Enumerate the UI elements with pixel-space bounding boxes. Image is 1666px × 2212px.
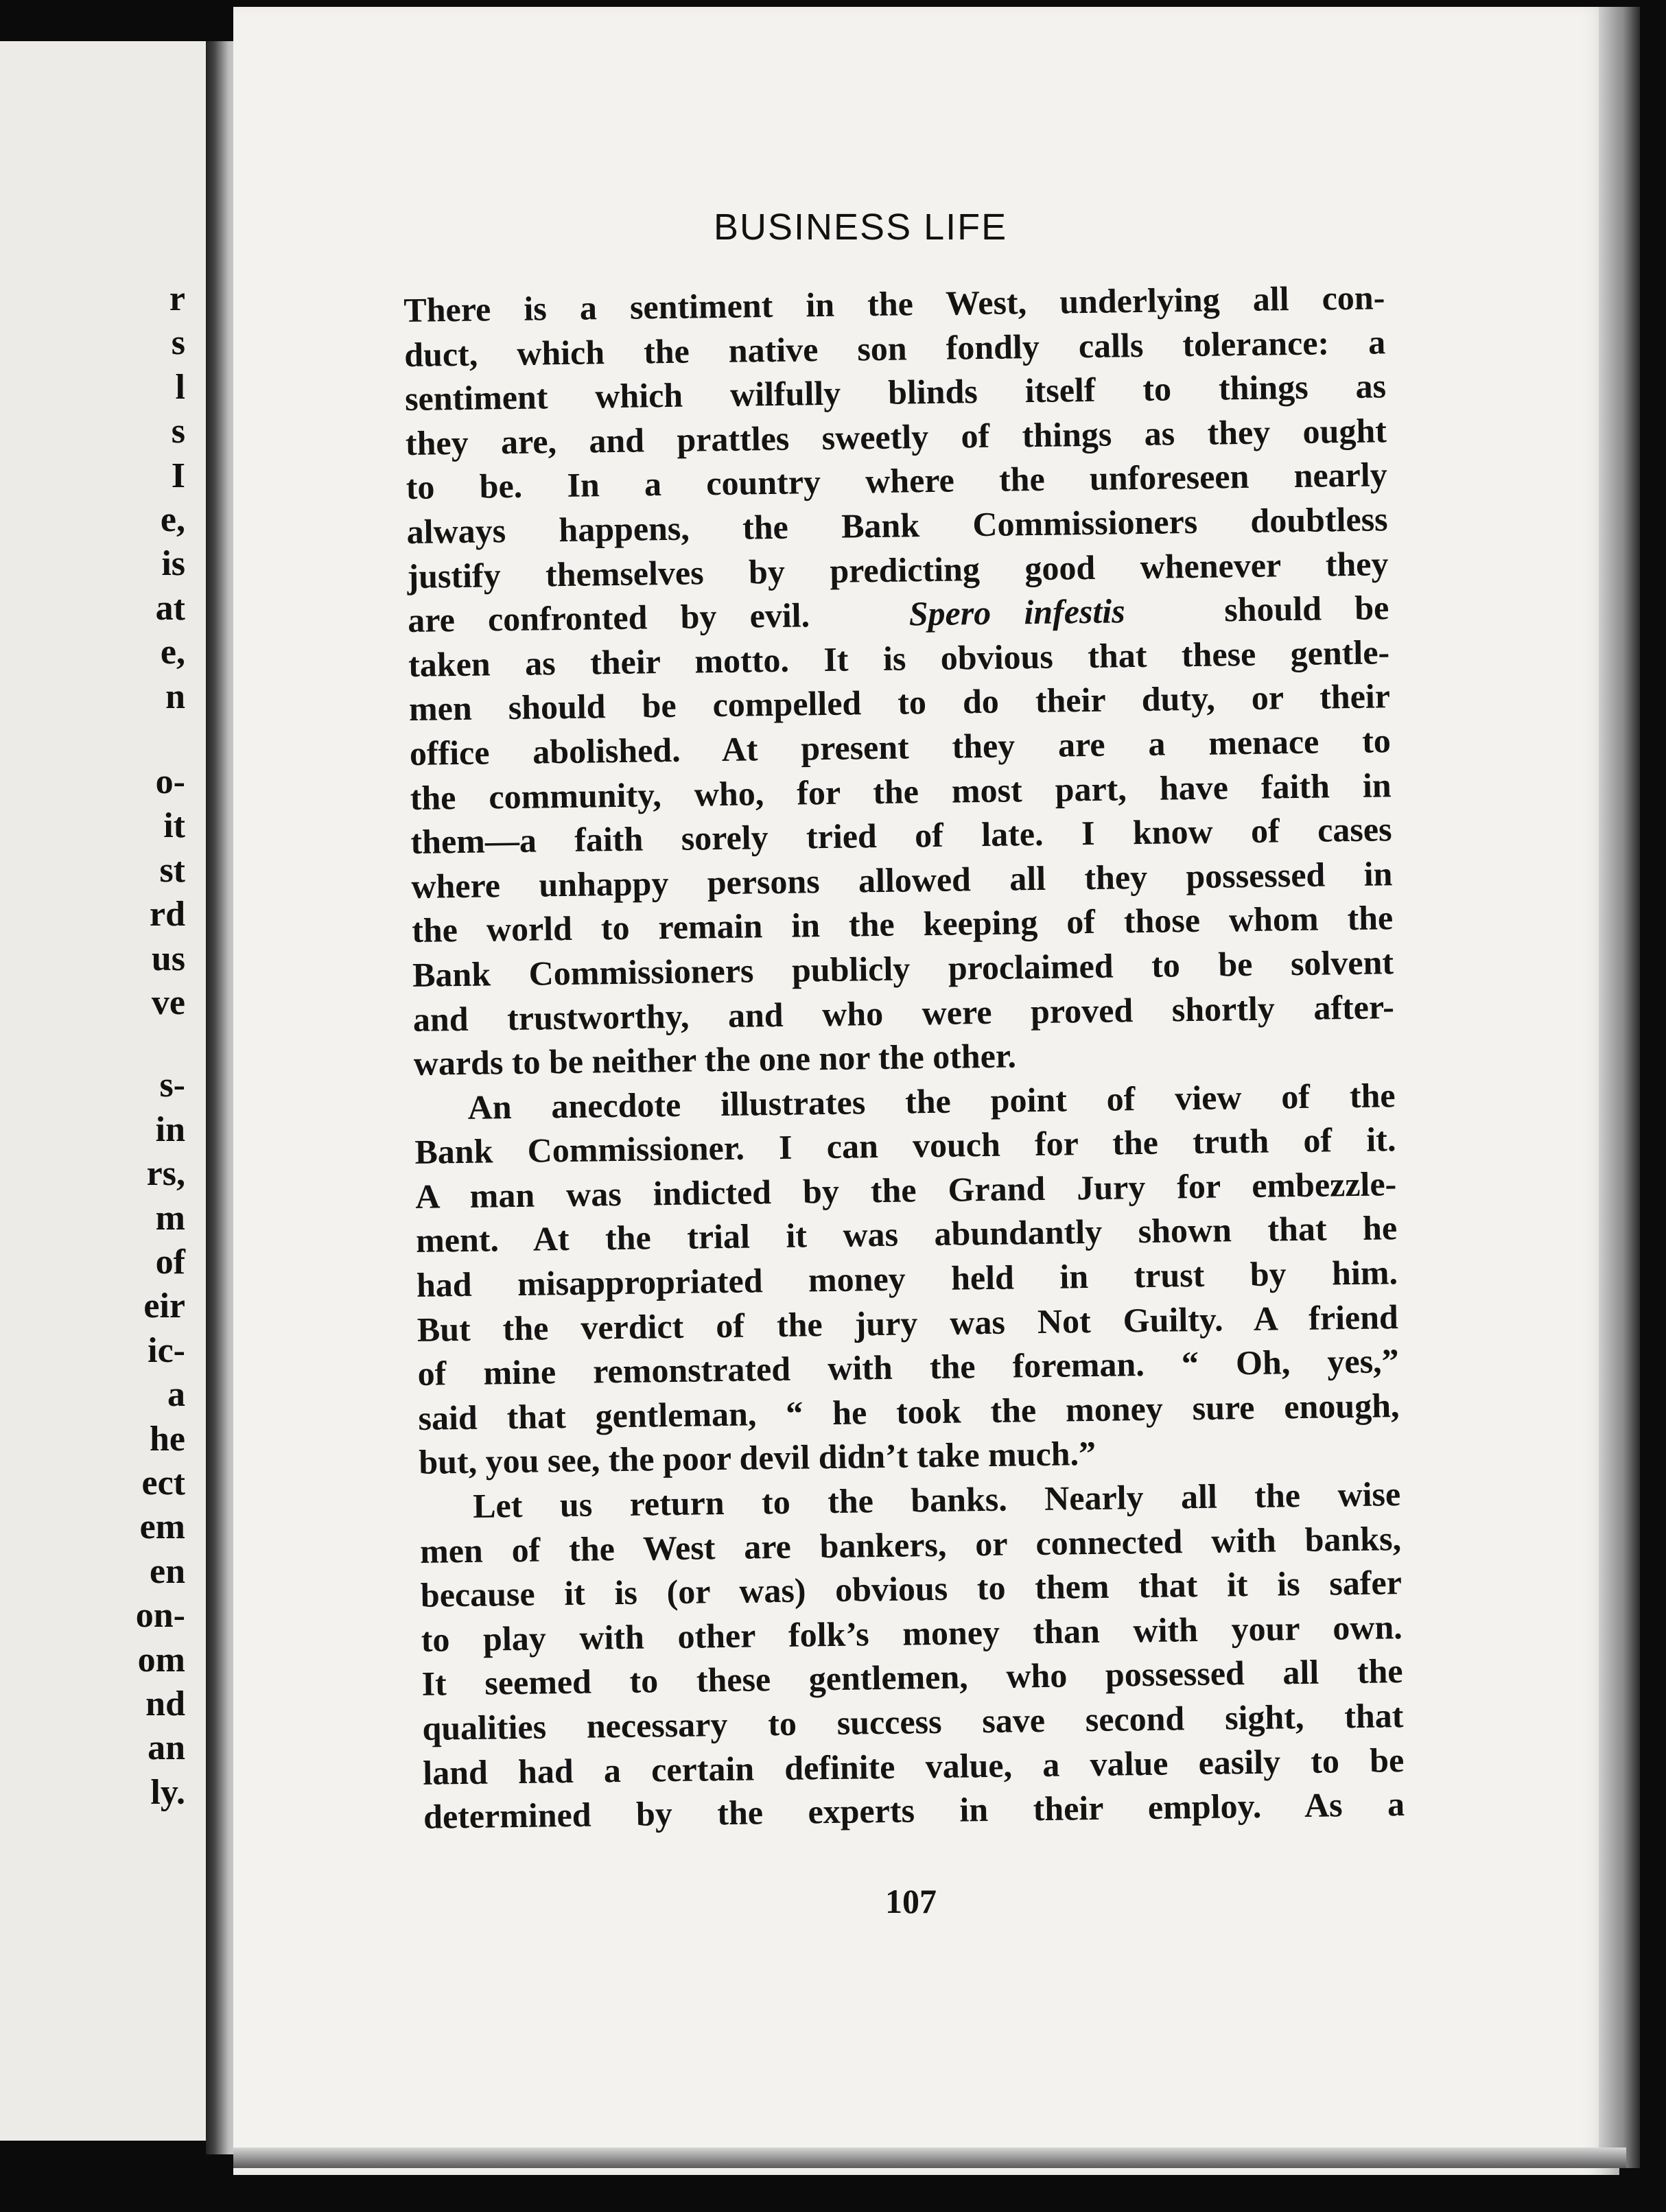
paragraph-1 <box>403 275 1395 1085</box>
left-page-fragment-text: it <box>163 806 185 846</box>
latin-motto: Spero infestis <box>908 591 1125 633</box>
text-line: to play with other folk’s money than with your own. <box>421 1607 1403 1659</box>
left-page-fragment-text: ic- <box>148 1330 185 1370</box>
left-page-fragment-text: in <box>155 1109 185 1149</box>
left-page-fragment-text: st <box>159 850 185 890</box>
left-page-fragment-text: s <box>171 323 185 363</box>
text-line: Bank Commissioners publicly proclaimed to be solvent <box>412 943 1394 994</box>
text-line: Let us return to the banks. Nearly all the wise <box>472 1474 1401 1525</box>
text-line: said that gentleman, “ he took the money sure enough, <box>418 1385 1400 1437</box>
text-line: where unhappy persons allowed all they possessed in <box>411 854 1393 906</box>
body-text <box>403 275 1405 1839</box>
text-line: had misappropriated money held in trust by him. <box>416 1253 1398 1304</box>
text-line: But the verdict of the jury was Not Guilty. A friend <box>416 1297 1399 1349</box>
text-line: but, you see, the poor devil didn’t take much.” <box>419 1434 1096 1482</box>
page-edge <box>1599 7 1640 2168</box>
text-line: It seemed to these gentlemen, who possessed all the <box>421 1651 1403 1704</box>
paragraph-2 <box>414 1073 1400 1485</box>
left-page-fragment-text: he <box>150 1419 185 1459</box>
paragraph-3 <box>419 1472 1405 1839</box>
left-page-fragment-text: e, <box>160 633 185 672</box>
text-line: ment. At the trial it was abundantly shown that he <box>415 1208 1398 1260</box>
left-page-fragment-text: n <box>165 676 185 716</box>
text-line: office abolished. At present they are a menace to <box>409 721 1392 773</box>
left-page-fragment <box>0 41 217 2141</box>
left-page-fragment-text: of <box>155 1243 185 1282</box>
text-line: always happens, the Bank Commissioners doubtless <box>406 499 1388 551</box>
text-line: men should be compelled to do their duty, or their <box>408 676 1391 729</box>
text-line: A man was indicted by the Grand Jury for embezzle- <box>414 1164 1397 1216</box>
text-line: An anecdote illustrates the point of view of the <box>467 1075 1396 1127</box>
text-line: the community, who, for the most part, have faith in <box>410 765 1392 817</box>
left-page-fragment-text: at <box>155 588 185 628</box>
left-page-fragment-text: l <box>175 367 185 407</box>
text-line: determined by the experts in their employ. As a <box>423 1785 1405 1836</box>
left-page-fragment-text: ect <box>141 1463 185 1503</box>
text-line: duct, which the native son fondly calls tolerance: a <box>403 322 1386 374</box>
running-head: BUSINESS LIFE <box>714 207 1008 248</box>
left-page-fragment-text: rs, <box>146 1154 185 1194</box>
text-line: Bank Commissioner. I can vouch for the truth of it. <box>414 1120 1396 1172</box>
left-page-fragment-text: ve <box>151 983 185 1022</box>
text-line: they are, and prattles sweetly of things as they ought <box>405 411 1387 462</box>
left-page-fragment-text: o- <box>155 762 185 801</box>
left-page-fragment-text: s <box>171 412 185 451</box>
left-page-fragment-text: rd <box>150 895 185 934</box>
text-fragment: are confronted by evil. <box>407 596 810 640</box>
left-page-fragment-text: em <box>139 1507 185 1547</box>
text-line: of mine remonstrated with the foreman. “ Oh, yes,” <box>417 1341 1399 1393</box>
left-page-fragment-text: a <box>167 1375 185 1415</box>
text-line: them—a faith sorely tried of late. I know of cases <box>410 810 1392 862</box>
text-line: the world to remain in the keeping of those whom the <box>411 898 1394 950</box>
left-page-fragment-text: ly. <box>150 1772 185 1812</box>
left-page-fragment-text: I <box>171 456 185 495</box>
left-page-fragment-text: is <box>161 544 185 584</box>
left-page-fragment-text: us <box>151 939 185 978</box>
left-page-fragment-text: e, <box>160 500 185 539</box>
text-line: justify themselves by predicting good whenever they <box>407 543 1389 596</box>
left-page-fragment-text: on- <box>135 1596 185 1636</box>
text-line: sentiment which wilfully blinds itself to things as <box>404 366 1387 419</box>
text-line: taken as their motto. It is obvious that these gentle- <box>408 632 1390 684</box>
text-fragment: should be <box>1223 588 1389 629</box>
text-line: because it is (or was) obvious to them that it is safer <box>420 1563 1403 1615</box>
left-page-fragment-text: eir <box>143 1286 185 1326</box>
left-page-fragment-text: an <box>148 1728 185 1768</box>
left-page-fragment-text: s- <box>159 1066 185 1105</box>
left-page-fragment-text: r <box>169 279 185 318</box>
left-page-fragment-text: om <box>137 1640 185 1680</box>
page-bottom-shadow <box>233 2148 1626 2168</box>
text-line: to be. In a country where the unforeseen nearly <box>406 455 1388 507</box>
left-page-fragment-text: nd <box>145 1684 185 1723</box>
text-line: There is a sentiment in the West, underlying all con- <box>403 278 1385 329</box>
text-line: wards to be neither the one nor the other. <box>413 1036 1017 1083</box>
left-page-fragment-text: en <box>150 1551 185 1591</box>
page-number: 107 <box>885 1882 937 1920</box>
text-line: land had a certain definite value, a value easily to be <box>422 1740 1405 1792</box>
left-page-fragment-text: m <box>155 1198 185 1238</box>
text-line: and trustworthy, and who were proved shortly after- <box>412 987 1395 1039</box>
text-line: qualities necessary to success save second sight, that <box>422 1696 1404 1748</box>
text-line: men of the West are bankers, or connected with banks, <box>419 1518 1402 1570</box>
